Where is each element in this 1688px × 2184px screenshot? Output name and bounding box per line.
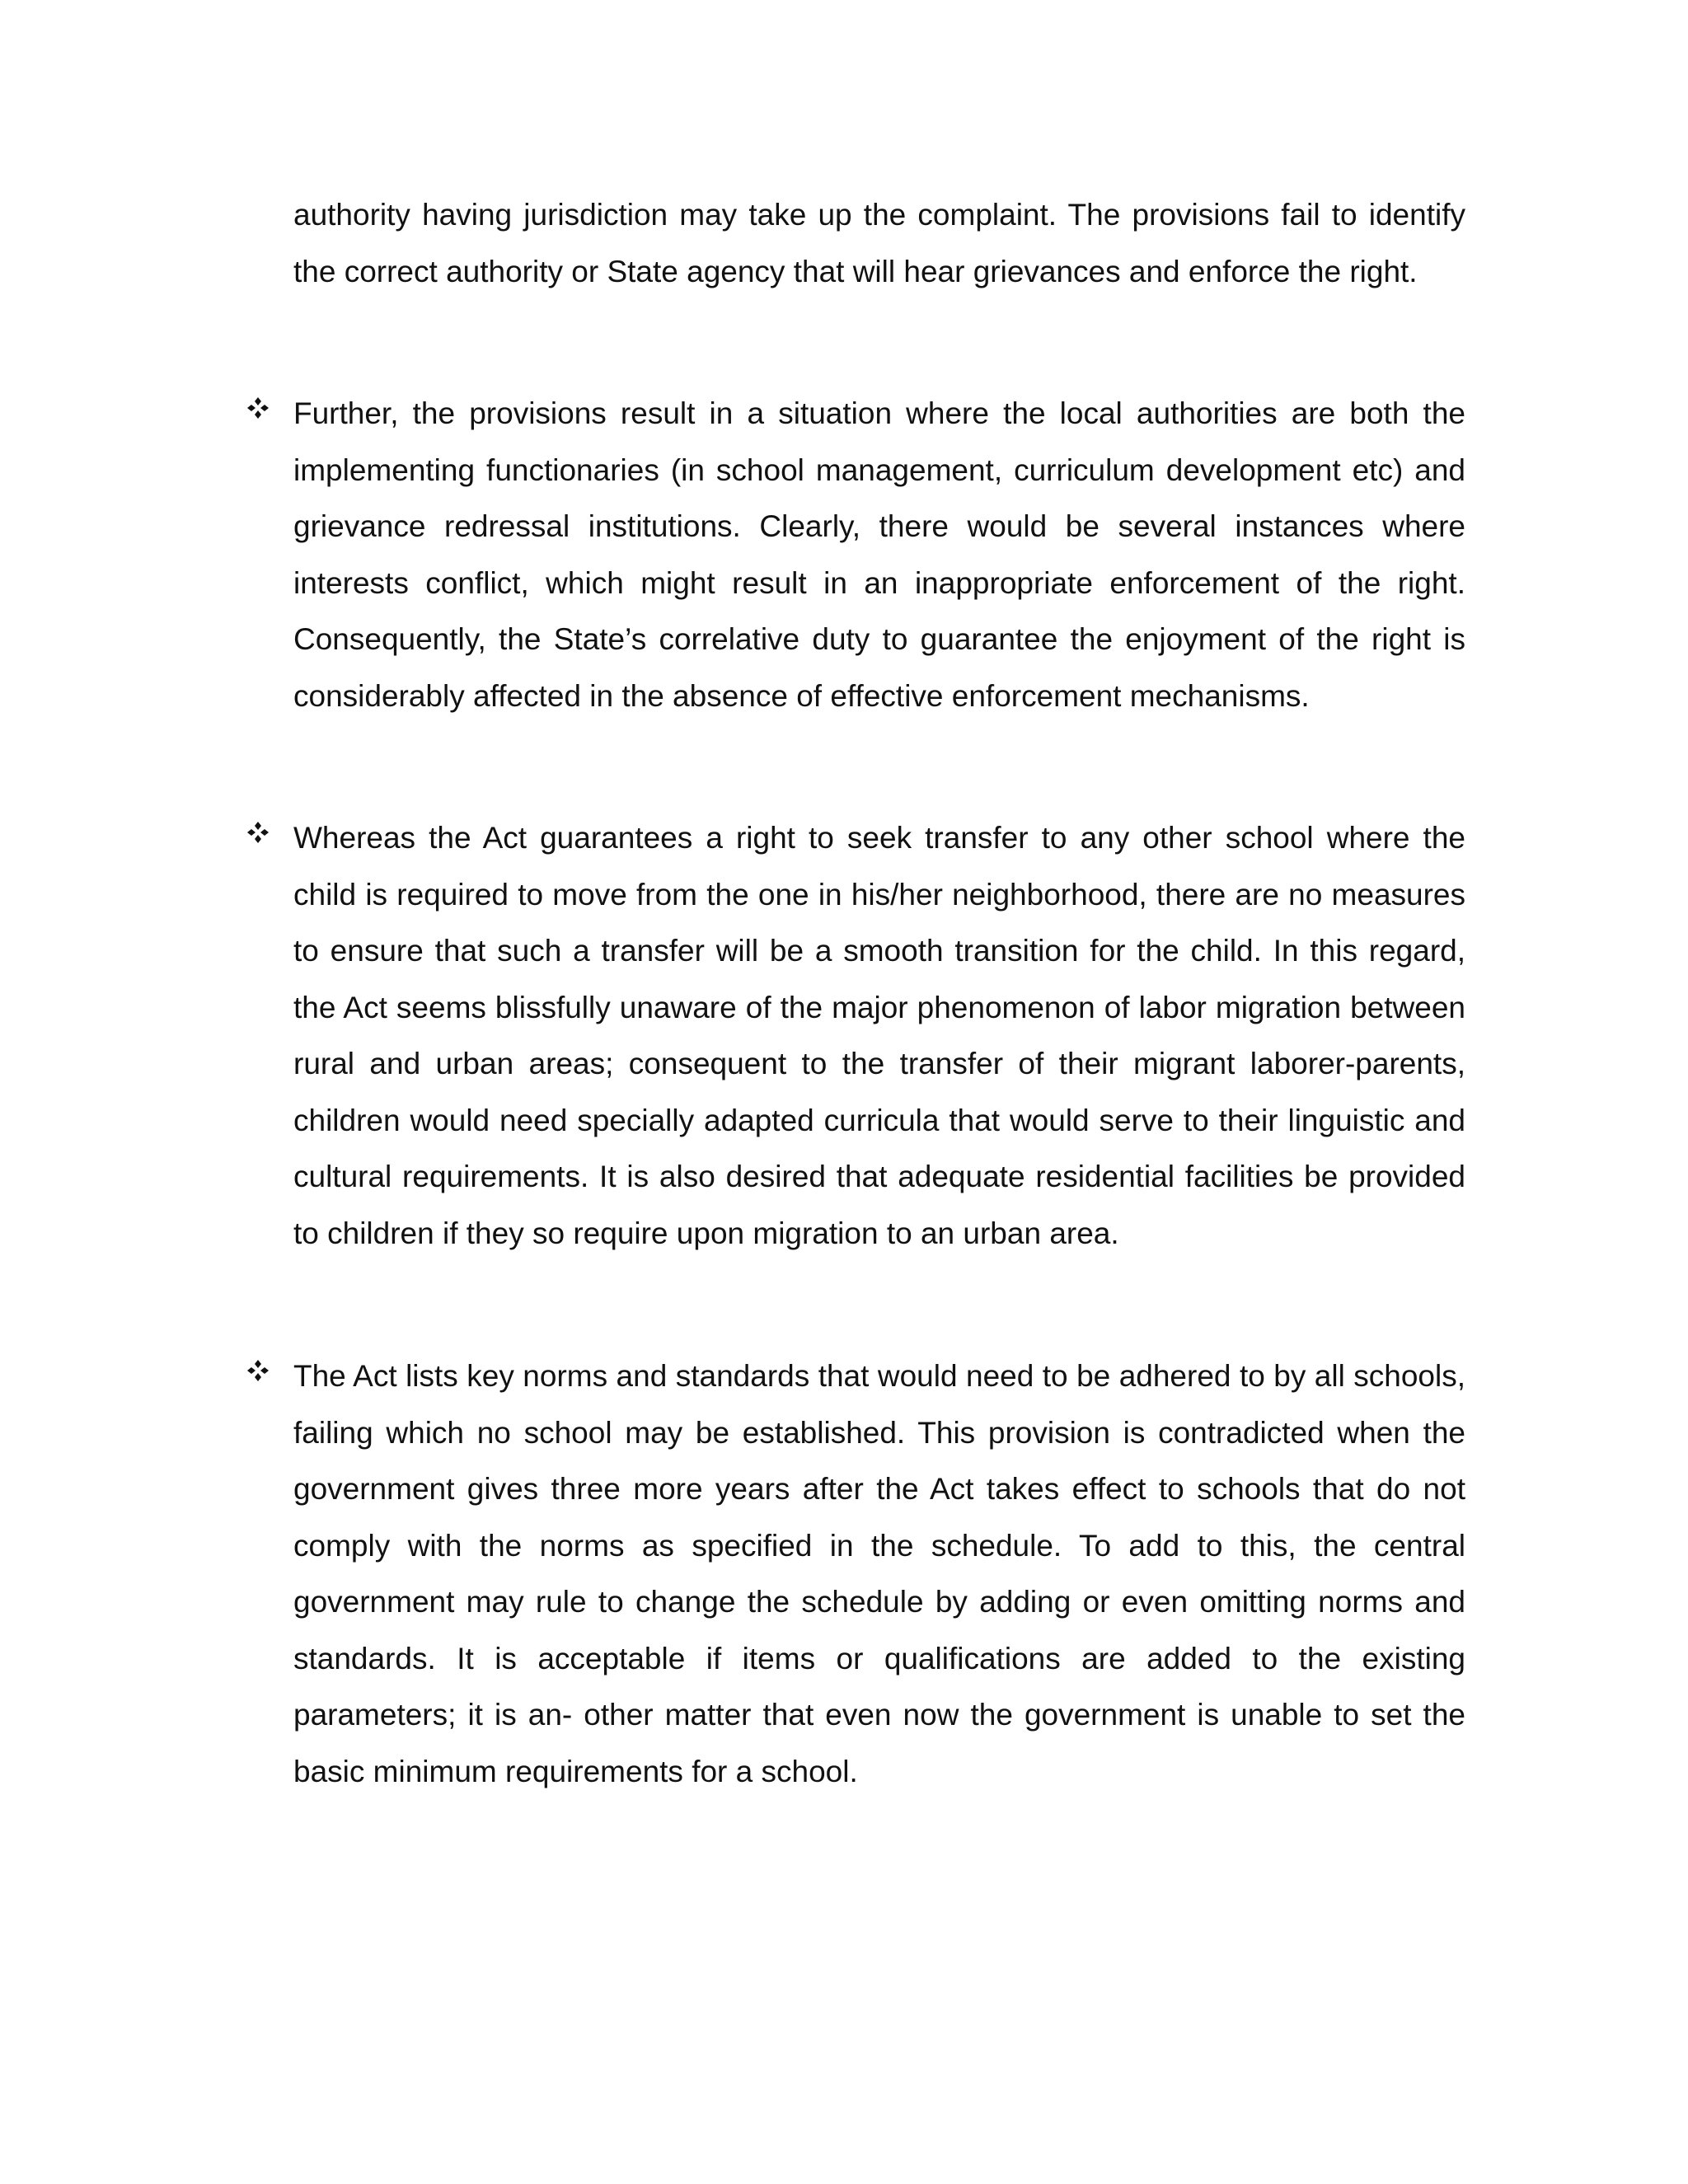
continuation-paragraph: authority having jurisdiction may take up the complaint. The provisions fail to identify the correct authority or State agency that will hear grievances and enforce the right.: [293, 198, 1465, 288]
bullet-paragraph: Further, the provisions result in a situation where the local authorities are both the implementing functionaries (in school management, curriculum development etc) and grievance redressal institutions. Clearly, there would be several instances where interests conflict, which might result in an inappropriate enforcement of the right. Consequently, the State’s correlative duty to guarantee the enjoyment of the right is considerably affected in the absence of effective enforcement mechanisms.: [293, 396, 1465, 713]
diamond-bullet-icon: [246, 1358, 279, 1391]
diamond-bullet-icon: [246, 820, 279, 853]
bullet-paragraph: Whereas the Act guarantees a right to seek transfer to any other school where the child is required to move from the one in his/her neighborhood, there are no measures to ensure that such a transfer will be a smooth transition for the child. In this regard, the Act seems blissfully unaware of the major phenomenon of labor migration between rural and urban areas; consequent to the transfer of their migrant laborer-parents, children would need specially adapted curricula that would serve to their linguistic and cultural requirements. It is also desired that adequate residential facilities be provided to children if they so require upon migration to an urban area.: [293, 821, 1465, 1250]
bullet-paragraph: The Act lists key norms and standards that would need to be adhered to by all schools, failing which no school may be established. This provision is contradicted when the government gives three more years after the Act takes effect to schools that do not comply with the norms as specified in the schedule. To add to this, the central government may rule to change the schedule by adding or even omitting norms and standards. It is acceptable if items or qualifications are added to the existing parameters; it is an- other matter that even now the government is unable to set the basic minimum requirements for a school.: [293, 1359, 1465, 1788]
diamond-bullet-icon: [246, 396, 279, 429]
